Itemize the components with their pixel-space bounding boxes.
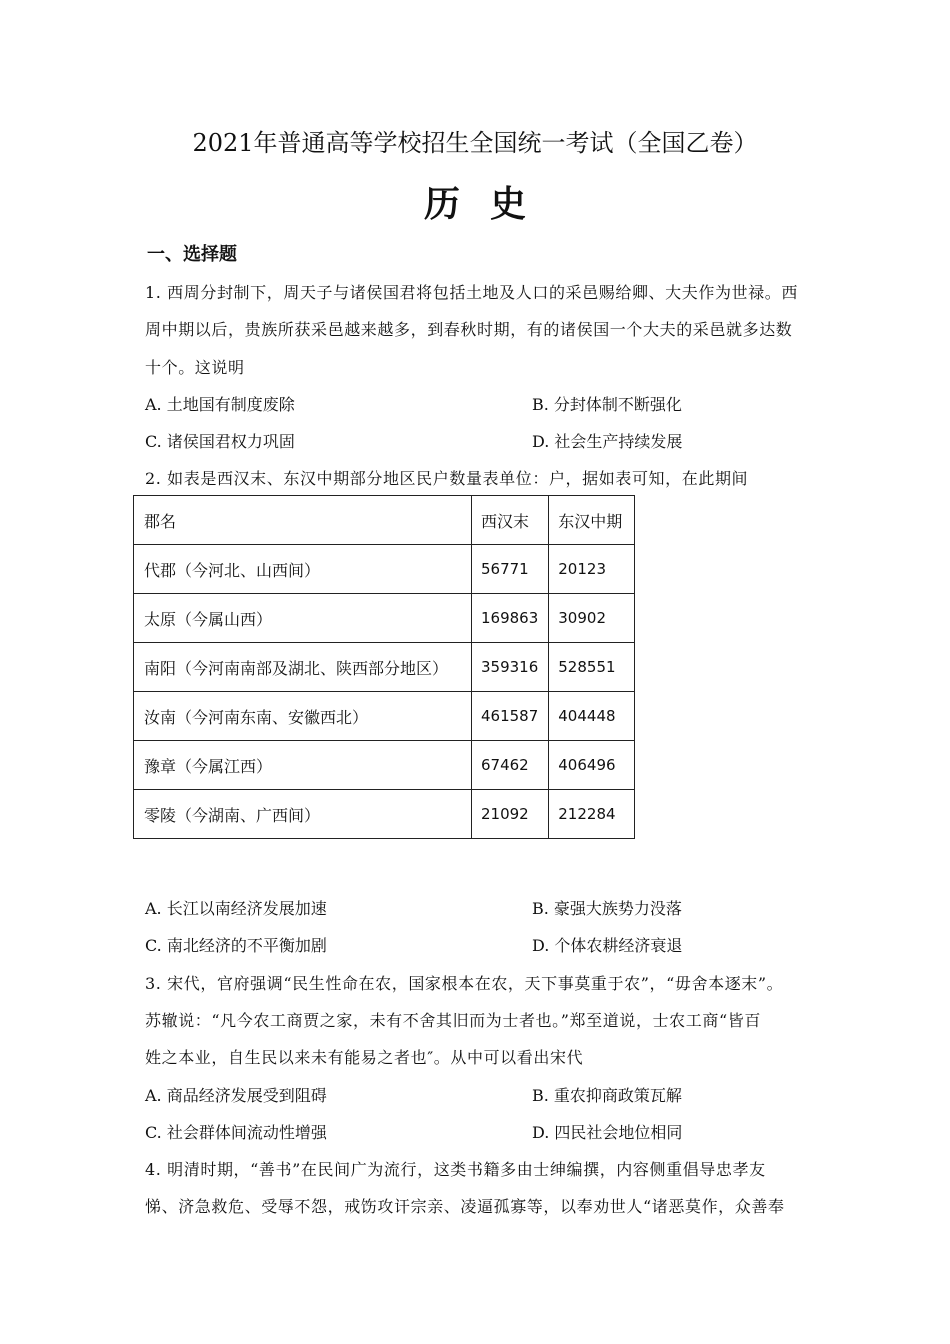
- q1-line-1: 1. 西周分封制下，周天子与诸侯国君将包括土地及人口的采邑赐给卿、大夫作为世禄。西: [145, 283, 798, 302]
- table-cell: 56771: [472, 545, 549, 594]
- table-row: [134, 741, 635, 790]
- q2-line-1: 2. 如表是西汉末、东汉中期部分地区民户数量表单位：户，据如表可知，在此期间: [145, 469, 749, 488]
- table-row: [134, 643, 635, 692]
- table-row: [134, 692, 635, 741]
- table-cell: 20123: [549, 545, 635, 594]
- q2-option-b: B. 豪强大族势力没落: [532, 899, 682, 918]
- q1-option-b: B. 分封体制不断强化: [532, 395, 682, 414]
- table-row: [134, 545, 635, 594]
- q3-line-1: 3. 宋代，官府强调“民生性命在农，国家根本在农，天下事莫重于农”，“毋舍本逐末”。: [145, 974, 784, 993]
- table-row: [134, 790, 635, 839]
- table-cell: 528551: [549, 643, 635, 692]
- q1-option-d: D. 社会生产持续发展: [532, 432, 683, 451]
- exam-title: 2021年普通高等学校招生全国统一考试（全国乙卷）: [192, 129, 758, 157]
- q3-option-d: D. 四民社会地位相同: [532, 1123, 683, 1142]
- table-cell: 21092: [472, 790, 549, 839]
- table-header-row: [134, 496, 635, 545]
- table-cell: 豫章（今属江西）: [134, 741, 472, 790]
- q2-option-c: C. 南北经济的不平衡加剧: [145, 936, 327, 955]
- q2-option-d: D. 个体农耕经济衰退: [532, 936, 683, 955]
- population-table: [133, 495, 635, 839]
- table-cell: 南阳（今河南南部及湖北、陕西部分地区）: [134, 643, 472, 692]
- table-header: 郡名: [134, 496, 472, 545]
- table-cell: 404448: [549, 692, 635, 741]
- q3-option-c: C. 社会群体间流动性增强: [145, 1123, 327, 1142]
- q3-line-3: 姓之本业，自生民以来未有能易之者也″。从中可以看出宋代: [145, 1048, 584, 1067]
- q2-option-a: A. 长江以南经济发展加速: [145, 899, 327, 918]
- table-cell: 代郡（今河北、山西间）: [134, 545, 472, 594]
- q3-line-2: 苏辙说：“凡今农工商贾之家，未有不舍其旧而为士者也。”郑至道说，士农工商“皆百: [145, 1011, 761, 1030]
- table-cell: 太原（今属山西）: [134, 594, 472, 643]
- table-header: 西汉末: [472, 496, 549, 545]
- table-cell: 359316: [472, 643, 549, 692]
- q1-line-2: 周中期以后，贵族所获采邑越来越多，到春秋时期，有的诸侯国一个大夫的采邑就多达数: [145, 320, 793, 339]
- q3-option-a: A. 商品经济发展受到阻碍: [145, 1086, 327, 1105]
- table-cell: 406496: [549, 741, 635, 790]
- subject-heading: 历史: [423, 183, 556, 225]
- table-header: 东汉中期: [549, 496, 635, 545]
- table-cell: 461587: [472, 692, 549, 741]
- section-heading: 一、选择题: [147, 244, 237, 265]
- table-cell: 169863: [472, 594, 549, 643]
- q4-line-1: 4. 明清时期，“善书”在民间广为流行，这类书籍多由士绅编撰，内容侧重倡导忠孝友: [145, 1160, 766, 1179]
- q1-option-c: C. 诸侯国君权力巩固: [145, 432, 295, 451]
- table-cell: 212284: [549, 790, 635, 839]
- table-cell: 30902: [549, 594, 635, 643]
- table-cell: 零陵（今湖南、广西间）: [134, 790, 472, 839]
- q4-line-2: 悌、济急救危、受辱不怨，戒饬攻讦宗亲、凌逼孤寡等，以奉劝世人“诸恶莫作，众善奉: [145, 1197, 785, 1216]
- q1-line-3: 十个。这说明: [145, 358, 245, 377]
- q1-option-a: A. 土地国有制度废除: [145, 395, 295, 414]
- q3-option-b: B. 重农抑商政策瓦解: [532, 1086, 682, 1105]
- table-cell: 汝南（今河南东南、安徽西北）: [134, 692, 472, 741]
- table-cell: 67462: [472, 741, 549, 790]
- table-row: [134, 594, 635, 643]
